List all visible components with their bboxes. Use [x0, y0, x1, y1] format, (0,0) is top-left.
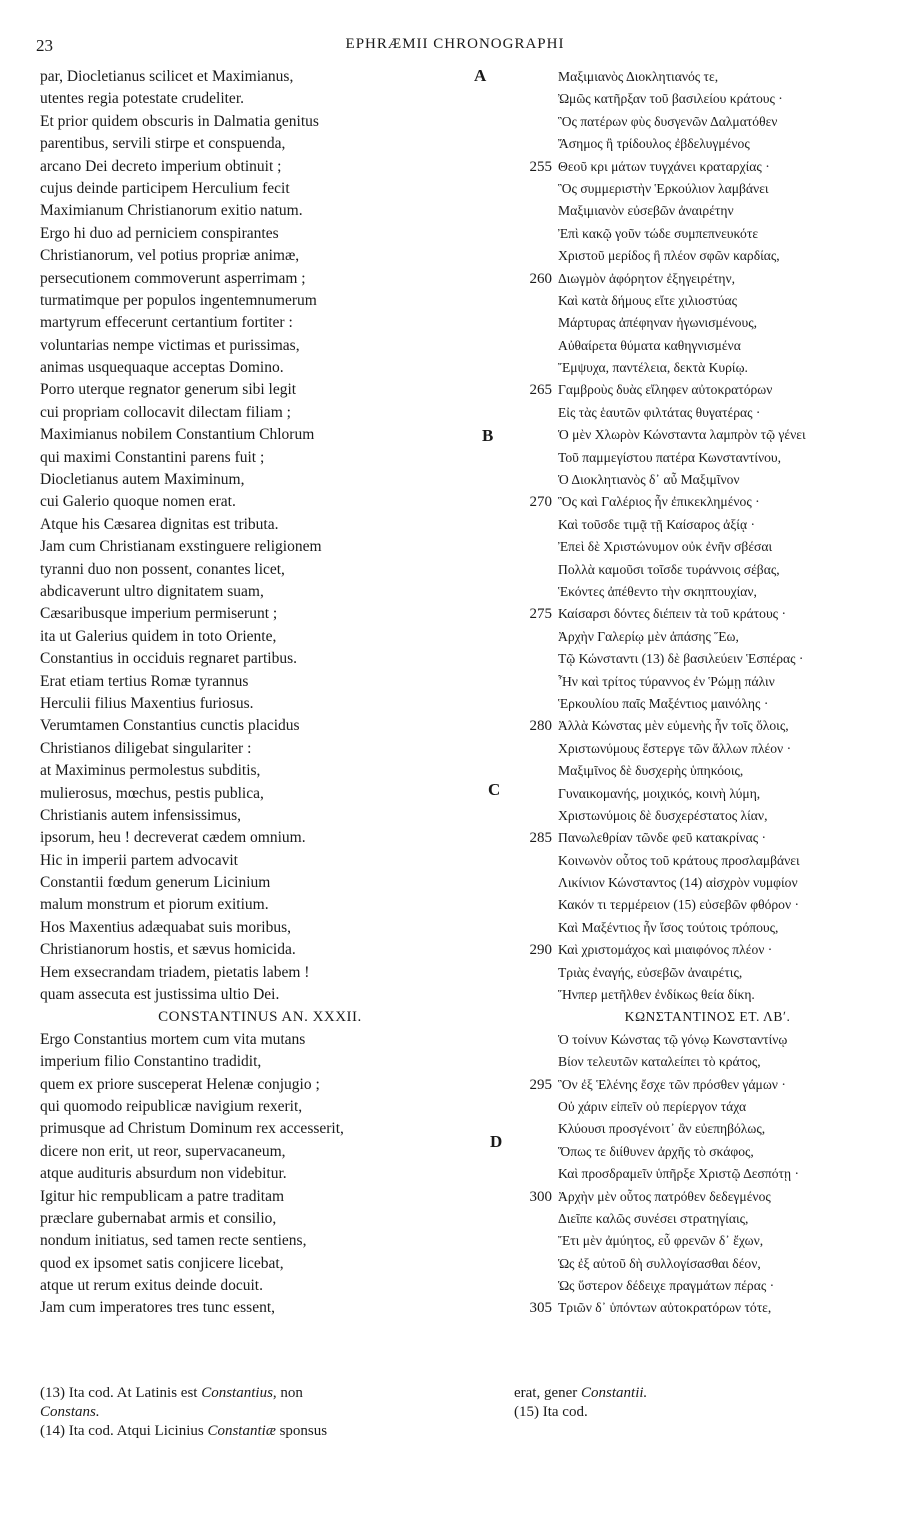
- greek-verse-text: Κοινωνὸν οὗτος τοῦ κράτους προσλαμβάνει: [558, 852, 800, 868]
- greek-line: [510, 178, 905, 200]
- verse-number: [510, 290, 558, 312]
- footnote-14-cont-em: Constantii.: [581, 1385, 648, 1401]
- greek-line: [510, 648, 905, 670]
- greek-verse-text: Εἰς τὰς ἑαυτῶν φιλτάτας θυγατέρας ·: [558, 404, 761, 420]
- verse-number: 270: [529, 494, 552, 511]
- latin-line: Diocletianus autem Maximinum,: [40, 471, 245, 489]
- greek-line: [510, 223, 905, 245]
- verse-number: [510, 1051, 558, 1073]
- footnote-13-text-b: , non: [272, 1385, 303, 1401]
- verse-number: [510, 469, 558, 491]
- greek-line: [510, 760, 905, 782]
- latin-line: qui quomodo reipublicæ navigium rexerit,: [40, 1097, 303, 1115]
- latin-line: Maximianum Christianorum exitio natum.: [40, 202, 303, 220]
- greek-line: [510, 671, 905, 693]
- verse-number: 280: [529, 718, 552, 735]
- verse-number: [510, 133, 558, 155]
- running-head: EPHRÆMII CHRONOGRAPHI: [345, 36, 565, 52]
- greek-line: [510, 559, 905, 581]
- greek-line: [510, 1029, 905, 1051]
- verse-number: [510, 626, 558, 648]
- greek-line: [510, 133, 905, 155]
- latin-line: turmatimque per populos ingentemnumerum: [40, 291, 317, 309]
- greek-line: [510, 603, 905, 625]
- greek-verse-text: Χριστωνύμοις δὲ δυσχερέστατος λίαν,: [558, 807, 768, 823]
- latin-line: cujus deinde participem Herculium fecit: [40, 179, 290, 197]
- greek-line: [510, 1163, 905, 1185]
- greek-verse-text: Ἑρκουλίου παῖς Μαξέντιος μαινόλης ·: [558, 695, 769, 711]
- verse-number: 305: [529, 1300, 552, 1317]
- latin-line: Verumtamen Constantius cunctis placidus: [40, 717, 300, 735]
- verse-number: [510, 223, 558, 245]
- latin-line: par, Diocletianus scilicet et Maximianus,: [40, 68, 294, 85]
- verse-number: [510, 760, 558, 782]
- greek-verse-text: Ἐπεὶ δὲ Χριστώνυμον οὐκ ἐνῆν σβέσαι: [558, 539, 773, 555]
- greek-verse-text: Καὶ προσδραμεῖν ὑπῆρξε Χριστῷ Δεσπότῃ ·: [558, 1166, 800, 1182]
- latin-line: Igitur hic rempublicam a patre traditam: [40, 1187, 285, 1205]
- greek-verse-text: Ὅπως τε διίθυνεν ἀρχῆς τὸ σκάφος,: [558, 1143, 754, 1159]
- latin-line: ita ut Galerius quidem in toto Oriente,: [40, 627, 277, 645]
- latin-line: atque audituris absurdum non videbitur.: [40, 1165, 287, 1183]
- greek-verse-text: Τριῶν δ᾽ ὑπόντων αὐτοκρατόρων τότε,: [558, 1300, 772, 1316]
- greek-verse-text: Καὶ τοῦσδε τιμᾷ τῇ Καίσαρος ἀξίᾳ ·: [558, 516, 756, 532]
- greek-line: [510, 827, 905, 849]
- latin-line: Christianis autem infensissimus,: [40, 806, 242, 824]
- latin-line: parentibus, servili stirpe et conspuenda,: [40, 135, 286, 153]
- greek-line: [510, 379, 905, 401]
- latin-line: imperium filio Constantino tradidit,: [40, 1053, 262, 1071]
- latin-line: Jam cum Christianam exstinguere religionem: [40, 538, 322, 556]
- greek-verse-text: Ἄσημος ἢ τρίδουλος ἐβδελυγμένος: [558, 136, 750, 152]
- verse-number: [510, 514, 558, 536]
- greek-verse-text: Ὁ τοίνυν Κώνστας τῷ γόνῳ Κωνσταντίνῳ: [558, 1031, 788, 1047]
- greek-line: [510, 872, 905, 894]
- verse-number: [510, 88, 558, 110]
- footnotes-greek: [514, 1384, 894, 1422]
- greek-verse-text: Γυναικομανής, μοιχικός, κοινὴ λύμη,: [558, 785, 761, 801]
- greek-line: [510, 1208, 905, 1230]
- greek-verse-text: Ἥνπερ μετῆλθεν ἐνδίκως θεία δίκη.: [558, 987, 755, 1003]
- page-number: 23: [36, 36, 53, 55]
- section-title-greek: ΚΩΝΣΤΑΝΤΙΝΟΣ ΕΤ. ΛΒʹ.: [624, 1009, 791, 1025]
- latin-line: voluntarias nempe victimas et purissimas,: [40, 336, 300, 354]
- greek-verse-text: Τῷ Κώνσταντι (13) δὲ βασιλεύειν Ἑσπέρας ·: [558, 651, 804, 667]
- verse-number: 275: [529, 606, 552, 623]
- greek-verse-text: Τοῦ παμμεγίστου πατέρα Κωνσταντίνου,: [558, 449, 782, 465]
- footnotes-latin: [40, 1384, 490, 1441]
- greek-verse-text: Διεῖπε καλῶς συνέσει στρατηγίαις,: [558, 1210, 749, 1226]
- margin-letter-c: C: [488, 780, 501, 799]
- greek-line: [510, 939, 905, 961]
- latin-line: Herculii filius Maxentius furiosus.: [40, 694, 254, 712]
- greek-verse-text: Ἀλλὰ Κώνστας μὲν εὐμενὴς ἦν τοῖς ὅλοις,: [558, 718, 789, 734]
- latin-line: atque ut rerum exitus deinde docuit.: [40, 1277, 263, 1295]
- greek-line: [510, 491, 905, 513]
- greek-line: [510, 402, 905, 424]
- footnote-13-em2: Constans.: [40, 1404, 100, 1420]
- latin-line: Christianorum, vel potius propriæ animæ,: [40, 247, 300, 265]
- greek-line: [510, 335, 905, 357]
- latin-line: Jam cum imperatores tres tunc essent,: [40, 1299, 276, 1317]
- greek-line: [510, 626, 905, 648]
- greek-verse-text: Λικίνιον Κώνσταντος (14) αἰσχρὸν νυμφίον: [558, 875, 798, 891]
- latin-line: præclare gubernabat armis et consilio,: [40, 1209, 277, 1227]
- latin-line: Cæsaribusque imperium permiserunt ;: [40, 605, 278, 623]
- verse-number: [510, 1096, 558, 1118]
- greek-verse-text: Ὃν ἐξ Ἑλένης ἔσχε τῶν πρόσθεν γάμων ·: [558, 1076, 786, 1092]
- latin-line: Porro uterque regnator generum sibi legit: [40, 381, 297, 399]
- latin-line: primusque ad Christum Dominum rex accesserit,: [40, 1120, 344, 1138]
- footnote-14-text-b: sponsus: [275, 1423, 328, 1439]
- greek-line: [510, 962, 905, 984]
- greek-verse-text: Βίον τελευτῶν καταλείπει τὸ κράτος,: [558, 1054, 761, 1070]
- greek-verse-text: Ὁ μὲν Χλωρὸν Κώνσταντα λαμπρὸν τῷ γένει: [558, 427, 806, 443]
- verse-number: 285: [529, 830, 552, 847]
- greek-verse-text: Καίσαρσι δόντες διέπειν τὰ τοῦ κράτους ·: [558, 606, 786, 622]
- verse-number: [510, 917, 558, 939]
- latin-line: ipsorum, heu ! decreverat cædem omnium.: [40, 829, 306, 847]
- greek-line: [510, 715, 905, 737]
- verse-number: 295: [529, 1076, 552, 1093]
- latin-line: Ergo hi duo ad perniciem conspirantes: [40, 224, 279, 242]
- latin-line: Hic in imperii partem advocavit: [40, 851, 238, 869]
- latin-line: utentes regia potestate crudeliter.: [40, 90, 244, 108]
- greek-line: [510, 738, 905, 760]
- latin-line: quod ex ipsomet satis conjicere licebat,: [40, 1254, 284, 1272]
- greek-verse-text: Ἐπὶ κακῷ γοῦν τώδε συμπεπνευκότε: [558, 225, 759, 241]
- footnote-13: [40, 1384, 490, 1422]
- verse-number: [510, 1141, 558, 1163]
- greek-line: [510, 156, 905, 178]
- footnote-14-continued: [514, 1384, 894, 1403]
- greek-verse-text: Μαξιμῖνος δὲ δυσχερὴς ὑπηκόοις,: [558, 763, 744, 779]
- verse-number: [510, 200, 558, 222]
- latin-line: abdicaverunt ultro dignitatem suam,: [40, 582, 264, 600]
- greek-verse-text: Ὠμῶς κατῆρξαν τοῦ βασιλείου κράτους ·: [558, 91, 783, 107]
- greek-line: [510, 536, 905, 558]
- verse-number: [510, 178, 558, 200]
- greek-line: [510, 1275, 905, 1297]
- greek-verse-text: Ἦν καὶ τρίτος τύραννος ἐν Ῥώμῃ πάλιν: [558, 673, 775, 689]
- verse-number: 265: [529, 382, 552, 399]
- verse-number: 255: [529, 158, 552, 175]
- verse-number: [510, 1208, 558, 1230]
- greek-line: [510, 200, 905, 222]
- latin-line: nondum initiatus, sed tamen recte sentiens,: [40, 1232, 307, 1250]
- greek-line: [510, 917, 905, 939]
- greek-line: [510, 312, 905, 334]
- latin-line: arcano Dei decreto imperium obtinuit ;: [40, 157, 282, 175]
- latin-line: cui propriam collocavit dilectam filiam ;: [40, 403, 291, 421]
- latin-line: mulierosus, mœchus, pestis publica,: [40, 784, 264, 802]
- greek-verse-text: Ὃς πατέρων φὺς δυσγενῶν Δαλματόθεν: [558, 113, 778, 129]
- greek-line: [510, 850, 905, 872]
- latin-line: animas usquequaque acceptas Domino.: [40, 359, 284, 377]
- verse-number: [510, 783, 558, 805]
- verse-number: [510, 1230, 558, 1252]
- verse-number: 290: [529, 942, 552, 959]
- greek-line: [510, 111, 905, 133]
- verse-number: [510, 738, 558, 760]
- verse-number: [510, 805, 558, 827]
- greek-verse-text: Χριστωνύμους ἔστεργε τῶν ἄλλων πλέον ·: [558, 740, 792, 756]
- greek-verse-text: Ἑκόντες ἀπέθεντο τὴν σκηπτουχίαν,: [558, 583, 757, 599]
- greek-verse-text: Μάρτυρας ἀπέφηναν ἠγωνισμένους,: [558, 315, 757, 331]
- latin-line: Maximianus nobilem Constantium Chlorum: [40, 426, 315, 444]
- greek-verse-text: Πολλὰ καμοῦσι τοῖσδε τυράννοις σέβας,: [558, 561, 780, 577]
- greek-verse-text: Ἔμψυχα, παντέλεια, δεκτὰ Κυρίῳ.: [558, 360, 748, 376]
- latin-line: Atque his Cæsarea dignitas est tributa.: [40, 515, 279, 533]
- latin-line: dicere non erit, ut reor, supervacaneum,: [40, 1142, 286, 1160]
- greek-line: [510, 805, 905, 827]
- verse-number: [510, 1118, 558, 1140]
- verse-number: [510, 312, 558, 334]
- latin-line: Hos Maxentius adæquabat suis moribus,: [40, 918, 291, 936]
- verse-number: [510, 984, 558, 1006]
- greek-verse-text: Θεοῦ κρι μάτων τυγχάνει κραταρχίας ·: [558, 158, 770, 174]
- greek-line: [510, 290, 905, 312]
- latin-line: martyrum effecerunt certantium fortiter :: [40, 314, 293, 332]
- verse-number: [510, 693, 558, 715]
- latin-column: [40, 66, 480, 1320]
- greek-verse-text: Καὶ Μαξέντιος ἦν ἴσος τούτοις τρόπους,: [558, 919, 779, 935]
- verse-number: [510, 536, 558, 558]
- greek-column: [510, 66, 905, 1320]
- greek-line: [510, 1253, 905, 1275]
- greek-verse-text: Χριστοῦ μερίδος ἢ πλέον σφῶν καρδίας,: [558, 248, 780, 264]
- latin-line: quam assecuta est justissima ultio Dei.: [40, 986, 280, 1004]
- verse-number: [510, 962, 558, 984]
- greek-verse-text: Ἀρχὴν μὲν οὗτος πατρόθεν δεδεγμένος: [558, 1188, 771, 1204]
- latin-line: Constantii fœdum generum Licinium: [40, 874, 271, 892]
- greek-line: [510, 1297, 905, 1319]
- verse-number: [510, 894, 558, 916]
- greek-verse-text: Γαμβροὺς δυὰς εἴληφεν αὐτοκρατόρων: [558, 382, 773, 398]
- greek-verse-text: Ὁ Διοκλητιανὸς δ᾽ αὖ Μαξιμῖνον: [558, 472, 740, 488]
- greek-line: [510, 984, 905, 1006]
- greek-verse-text: Τριὰς ἐναγής, εὐσεβῶν ἀναιρέτις,: [558, 964, 743, 980]
- verse-number: [510, 447, 558, 469]
- margin-letter-a: A: [474, 66, 487, 85]
- verse-number: [510, 245, 558, 267]
- verse-number: [510, 66, 558, 88]
- greek-line: [510, 1118, 905, 1140]
- footnote-14: [40, 1422, 490, 1441]
- verse-number: [510, 850, 558, 872]
- verse-number: [510, 1163, 558, 1185]
- verse-number: [510, 424, 558, 446]
- verse-number: [510, 559, 558, 581]
- greek-line: [510, 66, 905, 88]
- latin-line: at Maximinus permolestus subditis,: [40, 762, 261, 780]
- latin-line: malum monstrum et piorum exitium.: [40, 896, 269, 914]
- latin-line: Constantius in occiduis regnaret partibus.: [40, 650, 297, 668]
- verse-number: [510, 1275, 558, 1297]
- verse-number: [510, 335, 558, 357]
- greek-line: [510, 1141, 905, 1163]
- greek-verse-text: Ἔτι μὲν ἀμύητος, εὖ φρενῶν δ᾽ ἔχων,: [558, 1233, 764, 1249]
- verse-number: [510, 1253, 558, 1275]
- greek-verse-text: Μαξιμιανὸς Διοκλητιανός τε,: [558, 69, 719, 84]
- footnote-14-cont-text: erat, gener: [514, 1385, 582, 1401]
- greek-verse-text: Διωγμὸν ἀφόρητον ἐξηγειρέτην,: [558, 270, 736, 286]
- footnote-13-em: Constantius: [201, 1385, 273, 1401]
- greek-verse-text: Πανωλεθρίαν τῶνδε φεῦ κατακρίνας ·: [558, 830, 767, 846]
- greek-verse-text: Ὡς ἐξ αὐτοῦ δὴ συλλογίσασθαι δέον,: [558, 1255, 761, 1271]
- greek-verse-text: Οὐ χάριν εἰπεῖν οὐ περίεργον τάχα: [558, 1098, 747, 1114]
- footnote-13-text: (13) Ita cod. At Latinis est: [40, 1385, 202, 1401]
- greek-verse-text: Καὶ κατὰ δήμους εἴτε χιλιοστύας: [558, 292, 737, 308]
- greek-verse-text: Κλύουσι προσγένοιτ᾽ ἂν εὐεπηβόλως,: [558, 1121, 766, 1137]
- verse-number: [510, 357, 558, 379]
- latin-line: Ergo Constantius mortem cum vita mutans: [40, 1030, 306, 1048]
- latin-line: cui Galerio quoque nomen erat.: [40, 493, 236, 511]
- greek-line: [510, 424, 905, 446]
- greek-verse-text: Ὃς καὶ Γαλέριος ἦν ἐπικεκλημένος ·: [558, 494, 760, 510]
- greek-line: [510, 581, 905, 603]
- latin-line: Hem exsecrandam triadem, pietatis labem !: [40, 963, 310, 981]
- greek-line: [510, 783, 905, 805]
- margin-letter-b: B: [482, 426, 494, 445]
- greek-verse-text: Κακόν τι τερμέρειον (15) εὐσεβῶν φθόρον ·: [558, 897, 800, 913]
- greek-line: [510, 1096, 905, 1118]
- verse-number: [510, 402, 558, 424]
- verse-number: [510, 581, 558, 603]
- greek-verse-text: Ἀρχὴν Γαλερίῳ μὲν ἀπάσης Ἕω,: [558, 628, 739, 644]
- latin-line: Erat etiam tertius Romæ tyrannus: [40, 672, 249, 690]
- greek-verse-text: Καὶ χριστομάχος καὶ μιαιφόνος πλέον ·: [558, 942, 773, 958]
- verse-number: [510, 872, 558, 894]
- greek-verse-text: Ὃς συμμεριστὴν Ἑρκούλιον λαμβάνει: [558, 180, 769, 196]
- greek-line: [510, 357, 905, 379]
- verse-number: [510, 111, 558, 133]
- verse-number: [510, 648, 558, 670]
- margin-letter-d: D: [490, 1132, 503, 1151]
- section-title-latin: CONSTANTINUS AN. XXXII.: [158, 1009, 362, 1026]
- greek-line: [510, 1074, 905, 1096]
- greek-line: [510, 894, 905, 916]
- greek-line: [510, 447, 905, 469]
- greek-line: [510, 693, 905, 715]
- greek-line: [510, 245, 905, 267]
- greek-line: [510, 1051, 905, 1073]
- latin-line: quem ex priore susceperat Helenæ conjugio ;: [40, 1075, 320, 1093]
- verse-number: 260: [529, 270, 552, 287]
- latin-line: Et prior quidem obscuris in Dalmatia genitus: [40, 112, 319, 130]
- latin-line: tyranni duo non possent, conantes licet,: [40, 560, 285, 578]
- footnote-14-em: Constantiæ: [207, 1423, 276, 1439]
- greek-line: [510, 1230, 905, 1252]
- greek-line: [510, 268, 905, 290]
- verse-number: 300: [529, 1188, 552, 1205]
- greek-verse-text: Αὐθαίρετα θύματα καθηγνισμένα: [558, 337, 741, 353]
- footnote-14-text: (14) Ita cod. Atqui Licinius: [40, 1423, 208, 1439]
- verse-number: [510, 1029, 558, 1051]
- greek-line: [510, 88, 905, 110]
- greek-line: [510, 469, 905, 491]
- latin-line: Christianorum hostis, et sævus homicida.: [40, 941, 296, 959]
- latin-line: Christianos diligebat singulariter :: [40, 739, 252, 757]
- greek-verse-text: Μαξιμιανὸν εὐσεβῶν ἀναιρέτην: [558, 203, 734, 219]
- latin-line: persecutionem commoverunt asperrimam ;: [40, 269, 306, 287]
- latin-line: qui maximi Constantini parens fuit ;: [40, 448, 265, 466]
- footnote-15: (15) Ita cod.: [514, 1404, 588, 1420]
- greek-line: [510, 1186, 905, 1208]
- greek-verse-text: Ὡς ὕστερον δέδειχε πραγμάτων πέρας ·: [558, 1278, 775, 1294]
- verse-number: [510, 671, 558, 693]
- greek-line: [510, 514, 905, 536]
